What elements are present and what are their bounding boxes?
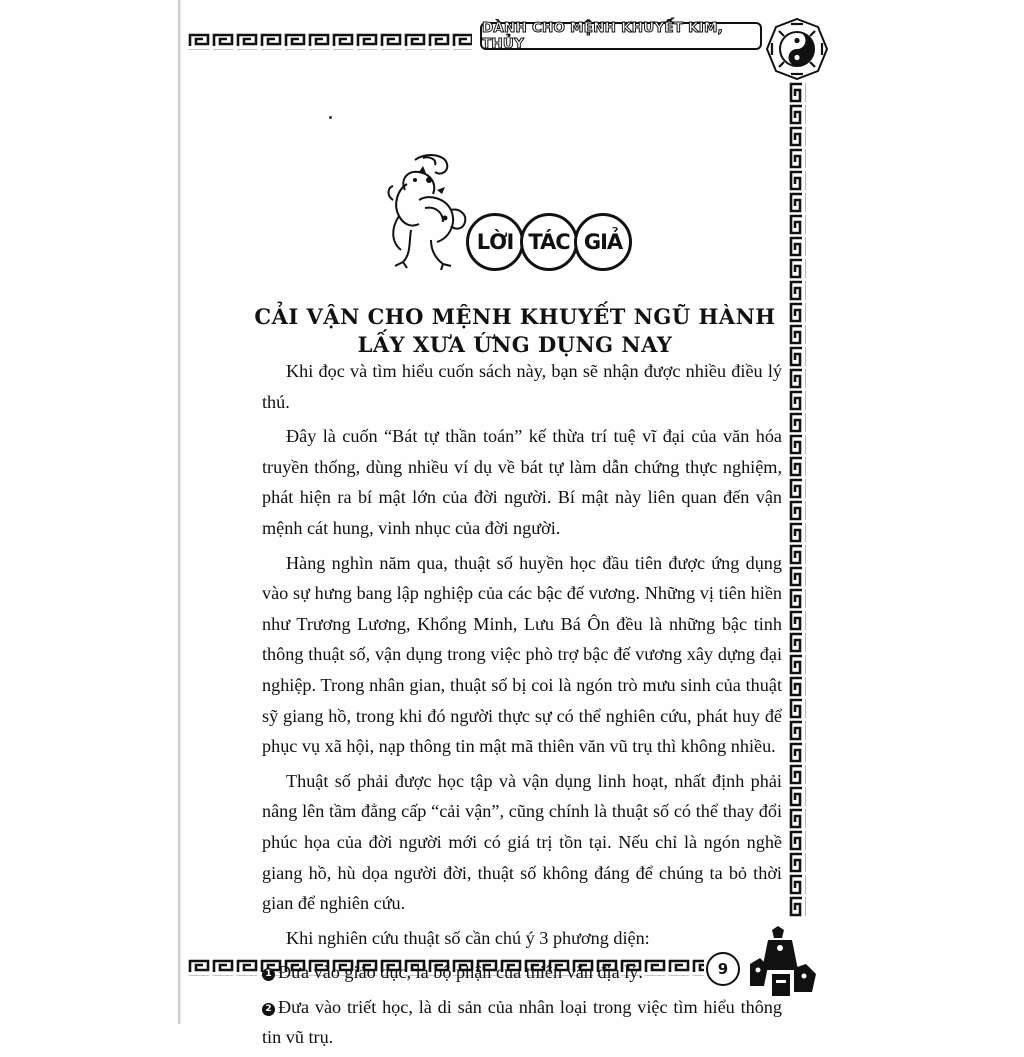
top-meander-border xyxy=(188,32,472,50)
number-bullet: 1 xyxy=(262,968,275,981)
paragraph: Hàng nghìn năm qua, thuật số huyền học đầu tiên được ứng dụng vào sự hưng bang lập nghiệp của các bậc đế vương. Những vị tiên hiền như Trương Lương, Khổng Minh, Lưu Bá Ôn đều là những bậc tinh thông thuật số, vận dụng trong việc phò trợ bậc đế vương xây dựng đại nghiệp. Trong nhân gian, thuật số bị coi là ngón trò mưu sinh của thuật sỹ giang hồ, trong khi đó người thực sự có thể nghiên cứu, phát huy để phục vụ xã hội, nạp thông tin mật mã thiên văn vũ trụ thì không nhiều. xyxy=(262,552,782,757)
right-meander-border xyxy=(788,82,806,918)
list-item xyxy=(262,992,782,1053)
section-badge xyxy=(466,213,634,275)
paragraph: Đây là cuốn “Bát tự thần toán” kế thừa trí tuệ vĩ đại của văn hóa truyền thống, dùng nhiều ví dụ về bát tự làm dẫn chứng thực nghiệm, phát hiện ra bí mật lớn của đời người. Bí mật này liên quan đến vận mệnh cát hung, vinh nhục của đời người. xyxy=(262,426,782,538)
running-header xyxy=(480,22,762,50)
list-item-text: Đưa vào triết học, là di sản của nhân loại trong việc tìm hiểu thông tin vũ trụ. xyxy=(262,996,782,1048)
speck xyxy=(329,116,332,119)
number-bullet: 2 xyxy=(262,1003,275,1016)
chapter-title-line-2: LẤY XƯA ỨNG DỤNG NAY xyxy=(357,332,673,357)
yin-yang-icon xyxy=(766,18,828,80)
badge-char-3: GIẢ xyxy=(574,213,632,271)
badge-char-2: TÁC xyxy=(520,213,578,271)
scholars-illustration xyxy=(742,924,822,1002)
body-text xyxy=(262,356,782,1057)
lion-illustration xyxy=(385,150,475,275)
paragraph: Thuật số phải được học tập và vận dụng linh hoạt, nhất định phải nâng lên tầm đẳng cấp “cải vận”, cũng chính là thuật số có thể thay đổi phúc họa của đời người mới có giá trị tồn tại. Nếu chỉ là ngón nghề giang hồ, hù dọa người đời, thuật số không đáng để chúng ta bỏ thời gian để nghiên cứu. xyxy=(262,770,782,914)
paragraph: Khi nghiên cứu thuật số cần chú ý 3 phương diện: xyxy=(286,927,650,948)
running-title: DÀNH CHO MỆNH KHUYẾT KIM, THỦY xyxy=(482,20,723,52)
badge-char-1: LỜI xyxy=(466,213,524,271)
paragraph: Khi đọc và tìm hiểu cuốn sách này, bạn sẽ nhận được nhiều điều lý thú. xyxy=(262,361,782,412)
chapter-title-line-1: CẢI VẬN CHO MỆNH KHUYẾT NGŨ HÀNH xyxy=(254,304,776,329)
list-item-text: Đưa vào giáo dục, là bộ phận của thiên văn địa lý. xyxy=(278,962,643,983)
list-item xyxy=(262,957,782,988)
page-number: 9 xyxy=(706,952,740,986)
